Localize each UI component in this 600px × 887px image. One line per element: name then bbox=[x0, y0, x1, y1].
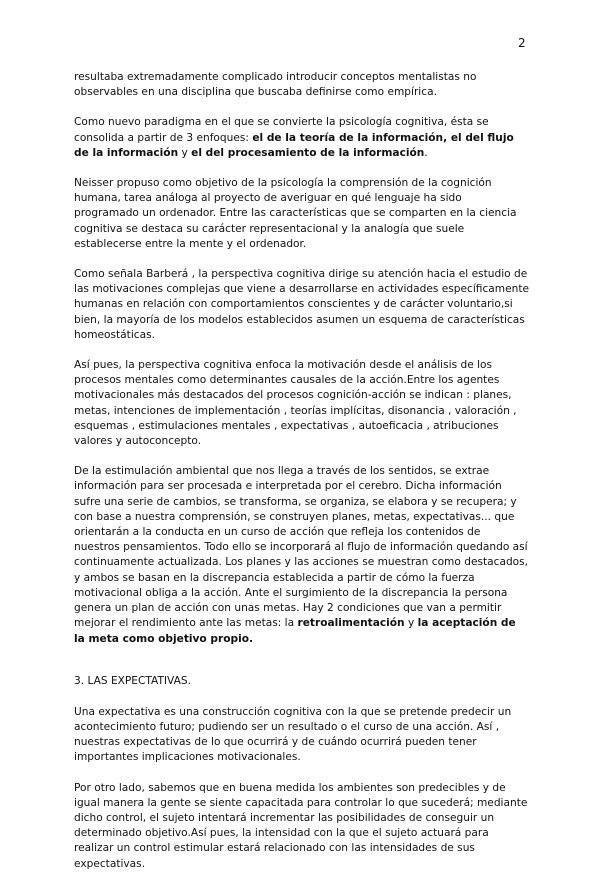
paragraph-expectation-definition: Una expectativa es una construcción cognitiva con la que se pretende predecir un acontecimiento futuro; pudiendo ser un resultado o el curso de una acción. Así , nuestras expectativas de lo que ocurrirá y de cuándo ocurrirá pueden tener importantes implicaciones motivacionales. bbox=[74, 705, 512, 764]
paragraph-control-expectations: Por otro lado, sabemos que en buena medida los ambientes son predecibles y de igual manera la gente se siente capacitada para controlar lo que sucederá; mediante dicho control, el sujeto intentará incrementar las posibilidades de conseguir un determinado objetivo.Así pues, la intensidad con la que el sujeto actuará para realizar un control estimular estará relacionado con las intensidades de sus expectativas. bbox=[74, 781, 528, 870]
document-body bbox=[74, 70, 529, 887]
paragraph-cognitive-paradigm bbox=[74, 115, 529, 161]
bold-term-information-flow: el del flujo de la información bbox=[74, 131, 514, 159]
paragraph-motivational-agents: Así pues, la perspectiva cognitiva enfoca la motivación desde el análisis de los procesos mentales como determinantes causales de la acción.Entre los agentes motivacionales más destacados del procesos cognición-acción se indican : planes, metas, intenciones de implementación , teorías implícitas, disonancia , valoración , esquemas , estimulaciones mentales , expectativas , autoeficacia , atribuciones valores y autoconcepto. bbox=[74, 359, 517, 448]
bold-term-information-processing: el del procesamiento de la información bbox=[191, 146, 425, 159]
paragraph-barbera: Como señala Barberá , la perspectiva cognitiva dirige su atención hacia el estudio de las motivaciones complejas que viene a desarrollarse en actividades específicamente humanas en relación con comportamientos conscientes y de carácter voluntario,si bien, la mayoría de los modelos establecidos asumen un esquema de características homeostáticas. bbox=[74, 268, 529, 341]
paragraph-neisser: Neisser propuso como objetivo de la psicología la comprensión de la cognición humana, tarea análoga al proyecto de averiguar en qué lenguaje ha sido programado un ordenador. Entre las características que se comparten en la ciencia cognitiva se destaca su carácter representacional y la analogía que suele establecerse entre la mente y el ordenador. bbox=[74, 177, 517, 250]
text-run: y bbox=[178, 146, 192, 159]
bold-term-information-theory: el de la teoría de la información bbox=[252, 131, 444, 144]
page-number: 2 bbox=[518, 36, 526, 50]
text-run: De la estimulación ambiental que nos llega a través de los sentidos, se extrae información para ser procesada e interpretada por el cerebro. Dicha información sufre una serie de cambios, se transforma, se organiza, se elabora y se recupera; y con base a nuestra comprensión, se construyen planes, metas, expectativas... que orientarán a la conducta en un curso de acción que refleja los contenidos de nuestros pensamientos. Todo ello se incorporará al flujo de información quedando así continuamente actualizada. Los planes y las acciones se muestran como destacados, y ambos se basan en la discrepancia establecida a partir de cómo la fuerza motivacional obliga a la acción. Ante el surgimiento de la discrepancia la persona genera un plan de acción con unas metas. Hay 2 condiciones que van a permitir mejorar el rendimiento ante las metas: la bbox=[74, 465, 529, 630]
bold-term-feedback: retroalimentación bbox=[297, 617, 405, 630]
section-heading-expectativas: 3. LAS EXPECTATIVAS. bbox=[74, 674, 191, 687]
text-run: y bbox=[404, 617, 418, 630]
paragraph-intro-continuation: resultaba extremadamente complicado introducir conceptos mentalistas no observables en una disciplina que buscaba definirse como empírica. bbox=[74, 71, 477, 99]
paragraph-environmental-stimulation bbox=[74, 464, 529, 646]
text-run: , bbox=[443, 131, 451, 144]
text-run: . bbox=[424, 146, 428, 159]
bold-term-goal-acceptance: la aceptación de la meta como objetivo propio. bbox=[74, 617, 516, 645]
text-run: Como nuevo paradigma en el que se convierte la psicología cognitiva, ésta se consolida a partir de 3 enfoques: bbox=[74, 116, 489, 144]
